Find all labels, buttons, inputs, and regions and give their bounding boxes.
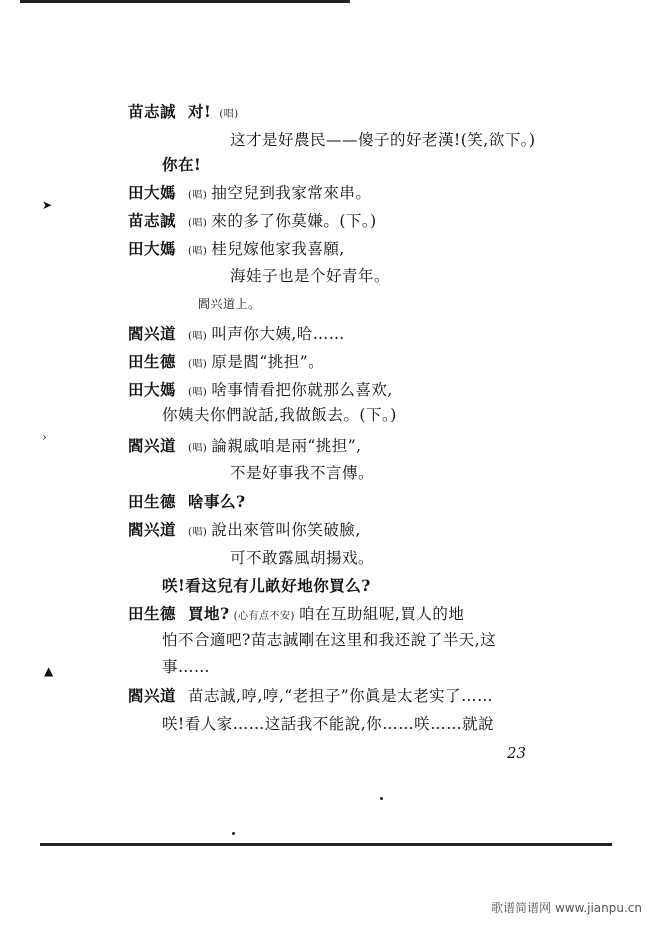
speaker-name: 田大媽 xyxy=(128,239,177,258)
line-text: 可不敢露風胡揚戏。 xyxy=(230,549,375,567)
script-line xyxy=(230,548,374,568)
margin-mark: › xyxy=(42,430,47,444)
script-line xyxy=(128,520,361,543)
speaker-name: 閻兴道 xyxy=(128,436,177,455)
script-line xyxy=(128,352,324,375)
script-line xyxy=(128,686,493,706)
script-line xyxy=(128,324,345,347)
script-line xyxy=(162,714,494,734)
line-text: 桂兒嫁他家我喜願, xyxy=(211,240,345,258)
speaker-name: 苗志誠 xyxy=(128,211,177,230)
scan-dot xyxy=(232,832,235,835)
line-text: 这才是好農民——傻子的好老漢!(笑,欲下。) xyxy=(230,131,536,149)
line-text: 不是好事我不言傳。 xyxy=(230,464,375,482)
speaker-name: 閻兴道 xyxy=(128,520,177,539)
line-text: 对! xyxy=(188,102,212,121)
speaker-name: 閻兴道 xyxy=(128,686,177,705)
script-line xyxy=(128,183,371,206)
line-text: 事…… xyxy=(162,658,211,676)
script-line xyxy=(230,266,390,286)
line-text: 啥事么? xyxy=(188,492,246,511)
line-text: 閻兴道上。 xyxy=(198,297,261,311)
stage-note: (唱) xyxy=(188,359,208,370)
line-text: 苗志誠,哼,哼,“老担子”你眞是太老实了…… xyxy=(188,687,494,705)
stage-note: (唱) xyxy=(188,218,208,229)
speaker-name: 苗志誠 xyxy=(128,102,177,121)
stage-note: (唱) xyxy=(188,331,208,342)
script-line xyxy=(128,211,377,234)
line-text: 論親戚咱是兩“挑担”, xyxy=(211,437,362,455)
margin-mark: ➤ xyxy=(42,198,53,212)
script-line xyxy=(230,130,536,150)
script-line xyxy=(128,604,464,627)
script-line xyxy=(162,630,496,650)
line-text: 咲!看人家……这話我不能說,你……咲……就說 xyxy=(162,715,495,733)
script-line xyxy=(162,405,397,425)
line-text: 原是閻“挑担”。 xyxy=(211,353,325,371)
stage-note: (唱) xyxy=(188,190,208,201)
speaker-name: 田大媽 xyxy=(128,183,177,202)
line-text: 你在! xyxy=(162,155,202,174)
speaker-name: 田生德 xyxy=(128,604,177,623)
stage-direction xyxy=(198,294,261,314)
margin-mark: ▲ xyxy=(44,664,54,678)
line-text: 你姨夫你們說話,我做飯去。(下。) xyxy=(162,406,397,424)
line-text: 買地? xyxy=(188,604,230,623)
line-text: 海娃子也是个好青年。 xyxy=(230,267,391,285)
stage-note: (唱) xyxy=(219,109,239,120)
line-text: 說出來管叫你笑破臉, xyxy=(211,521,361,539)
script-line xyxy=(162,576,371,596)
speaker-name: 田生德 xyxy=(128,352,177,371)
bottom-rule xyxy=(40,843,612,846)
line-text: 啥事情看把你就那么喜欢, xyxy=(211,381,393,399)
script-line xyxy=(162,155,201,175)
stage-note: (唱) xyxy=(188,246,208,257)
script-line xyxy=(128,436,362,459)
speaker-name: 田大媽 xyxy=(128,380,177,399)
line-text: 抽空兒到我家常來串。 xyxy=(211,184,372,202)
script-line xyxy=(128,380,393,403)
stage-note: (唱) xyxy=(188,387,208,398)
speaker-name: 閻兴道 xyxy=(128,324,177,343)
line-text: 咱在互助組呢,買人的地 xyxy=(298,605,465,623)
script-line xyxy=(162,657,210,677)
watermark: 歌谱简谱网 www.jianpu.cn xyxy=(491,901,642,915)
scan-dot xyxy=(380,797,383,800)
script-line xyxy=(128,102,243,125)
page-number: 23 xyxy=(507,744,527,762)
speaker-name: 田生德 xyxy=(128,492,177,511)
stage-note: (唱) xyxy=(188,527,208,538)
line-text: 叫声你大姨,哈…… xyxy=(211,325,345,343)
script-line xyxy=(230,463,374,483)
line-text: 來的多了你莫嫌。(下。) xyxy=(211,212,377,230)
script-line xyxy=(128,239,345,262)
line-text: 咲!看这兒有儿畝好地你買么? xyxy=(162,576,371,595)
stage-note: (唱) xyxy=(188,443,208,454)
stage-note: (心有点不安) xyxy=(233,611,295,622)
line-text: 怕不合適吧?苗志誠剛在这里和我还說了半天,这 xyxy=(162,631,497,649)
top-border xyxy=(20,0,350,3)
script-line xyxy=(128,492,246,512)
